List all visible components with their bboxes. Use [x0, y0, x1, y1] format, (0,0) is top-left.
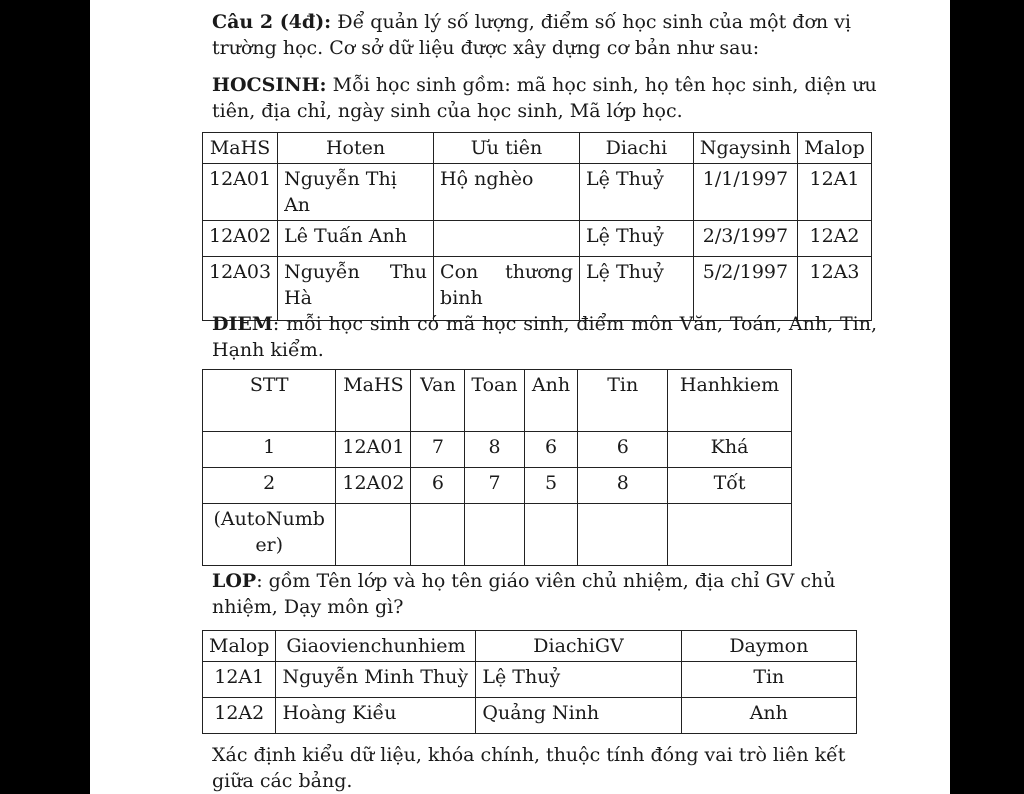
- column-header: Toan: [465, 370, 524, 432]
- lop-heading: LOP: [212, 570, 257, 592]
- table-cell: 6: [524, 432, 578, 468]
- table-row: [203, 504, 792, 566]
- table-cell: Tốt: [668, 468, 792, 504]
- table-cell: 12A3: [798, 257, 872, 321]
- table-cell: 12A01: [336, 432, 411, 468]
- intro-paragraph: [212, 9, 882, 61]
- column-header: Hoten: [278, 133, 434, 164]
- table-cell: 12A2: [798, 221, 872, 257]
- table-cell: 12A02: [336, 468, 411, 504]
- column-header: Malop: [203, 631, 276, 662]
- column-header: Anh: [524, 370, 578, 432]
- table-cell: Khá: [668, 432, 792, 468]
- column-header: Malop: [798, 133, 872, 164]
- table-header-row: [203, 370, 792, 432]
- table-cell: 7: [411, 432, 465, 468]
- diem-paragraph: [212, 311, 877, 363]
- table-cell: Hoàng Kiều: [276, 698, 476, 734]
- table-cell: Lệ Thuỷ: [580, 221, 694, 257]
- intro-text: Để quản lý số lượng, điểm số học sinh của một đơn vị trường học. Cơ sở dữ liệu được xây dựng cơ bản như sau:: [212, 11, 851, 59]
- table-cell: Lê Tuấn Anh: [278, 221, 434, 257]
- table-cell: Anh: [681, 698, 856, 734]
- table-cell: Con thương binh: [434, 257, 580, 321]
- table-cell: 12A03: [203, 257, 278, 321]
- column-header: Ưu tiên: [434, 133, 580, 164]
- table-cell: [411, 504, 465, 566]
- column-header: Daymon: [681, 631, 856, 662]
- column-header: Tin: [578, 370, 668, 432]
- hocsinh-table: [202, 132, 872, 321]
- table-cell: 2: [203, 468, 336, 504]
- table-row: [203, 221, 872, 257]
- table-cell: 5/2/1997: [693, 257, 797, 321]
- table-cell: Lệ Thuỷ: [580, 164, 694, 221]
- column-header: DiachiGV: [476, 631, 681, 662]
- table-cell: [434, 221, 580, 257]
- table-cell: Quảng Ninh: [476, 698, 681, 734]
- table-cell: 12A2: [203, 698, 276, 734]
- column-header: Ngaysinh: [693, 133, 797, 164]
- table-row: [203, 164, 872, 221]
- table-cell: 2/3/1997: [693, 221, 797, 257]
- table-cell: Nguyễn Minh Thuỳ: [276, 662, 476, 698]
- table-header-row: [203, 631, 857, 662]
- lop-paragraph: [212, 568, 877, 620]
- diem-heading: DIEM: [212, 313, 273, 335]
- table-cell: [524, 504, 578, 566]
- column-header: STT: [203, 370, 336, 432]
- column-header: Diachi: [580, 133, 694, 164]
- column-header: MaHS: [203, 133, 278, 164]
- question-heading: Câu 2 (4đ):: [212, 11, 332, 33]
- table-cell: 12A01: [203, 164, 278, 221]
- table-cell: Nguyễn Thị An: [278, 164, 434, 221]
- table-row: [203, 698, 857, 734]
- table-cell: [668, 504, 792, 566]
- table-cell: 1: [203, 432, 336, 468]
- table-cell: Tin: [681, 662, 856, 698]
- table-cell: 8: [465, 432, 524, 468]
- table-cell: 12A02: [203, 221, 278, 257]
- table-cell: 1/1/1997: [693, 164, 797, 221]
- table-cell: 12A1: [203, 662, 276, 698]
- hocsinh-paragraph: [212, 72, 882, 124]
- table-cell: Hộ nghèo: [434, 164, 580, 221]
- diem-text: : mỗi học sinh có mã học sinh, điểm môn Văn, Toán, Anh, Tin, Hạnh kiểm.: [212, 313, 877, 361]
- table-cell: [578, 504, 668, 566]
- table-row: [203, 432, 792, 468]
- lop-table: [202, 630, 857, 734]
- table-cell: 6: [411, 468, 465, 504]
- column-header: MaHS: [336, 370, 411, 432]
- table-cell: 8: [578, 468, 668, 504]
- table-cell: 12A1: [798, 164, 872, 221]
- column-header: Giaovienchunhiem: [276, 631, 476, 662]
- table-cell: 7: [465, 468, 524, 504]
- table-cell: Nguyễn Thu Hà: [278, 257, 434, 321]
- table-cell: 6: [578, 432, 668, 468]
- hocsinh-text: Mỗi học sinh gồm: mã học sinh, họ tên học sinh, diện ưu tiên, địa chỉ, ngày sinh của học sinh, Mã lớp học.: [212, 74, 877, 122]
- table-cell: Lệ Thuỷ: [476, 662, 681, 698]
- hocsinh-heading: HOCSINH:: [212, 74, 327, 96]
- final-question: Xác định kiểu dữ liệu, khóa chính, thuộc tính đóng vai trò liên kết giữa các bảng.: [212, 744, 846, 792]
- table-cell: Lệ Thuỷ: [580, 257, 694, 321]
- table-row: [203, 662, 857, 698]
- table-cell: 5: [524, 468, 578, 504]
- lop-text: : gồm Tên lớp và họ tên giáo viên chủ nhiệm, địa chỉ GV chủ nhiệm, Dạy môn gì?: [212, 570, 836, 618]
- column-header: Van: [411, 370, 465, 432]
- table-cell: (AutoNumber): [203, 504, 336, 566]
- diem-table: [202, 369, 792, 566]
- table-cell: [336, 504, 411, 566]
- column-header: Hanhkiem: [668, 370, 792, 432]
- table-header-row: [203, 133, 872, 164]
- table-row: [203, 468, 792, 504]
- table-cell: [465, 504, 524, 566]
